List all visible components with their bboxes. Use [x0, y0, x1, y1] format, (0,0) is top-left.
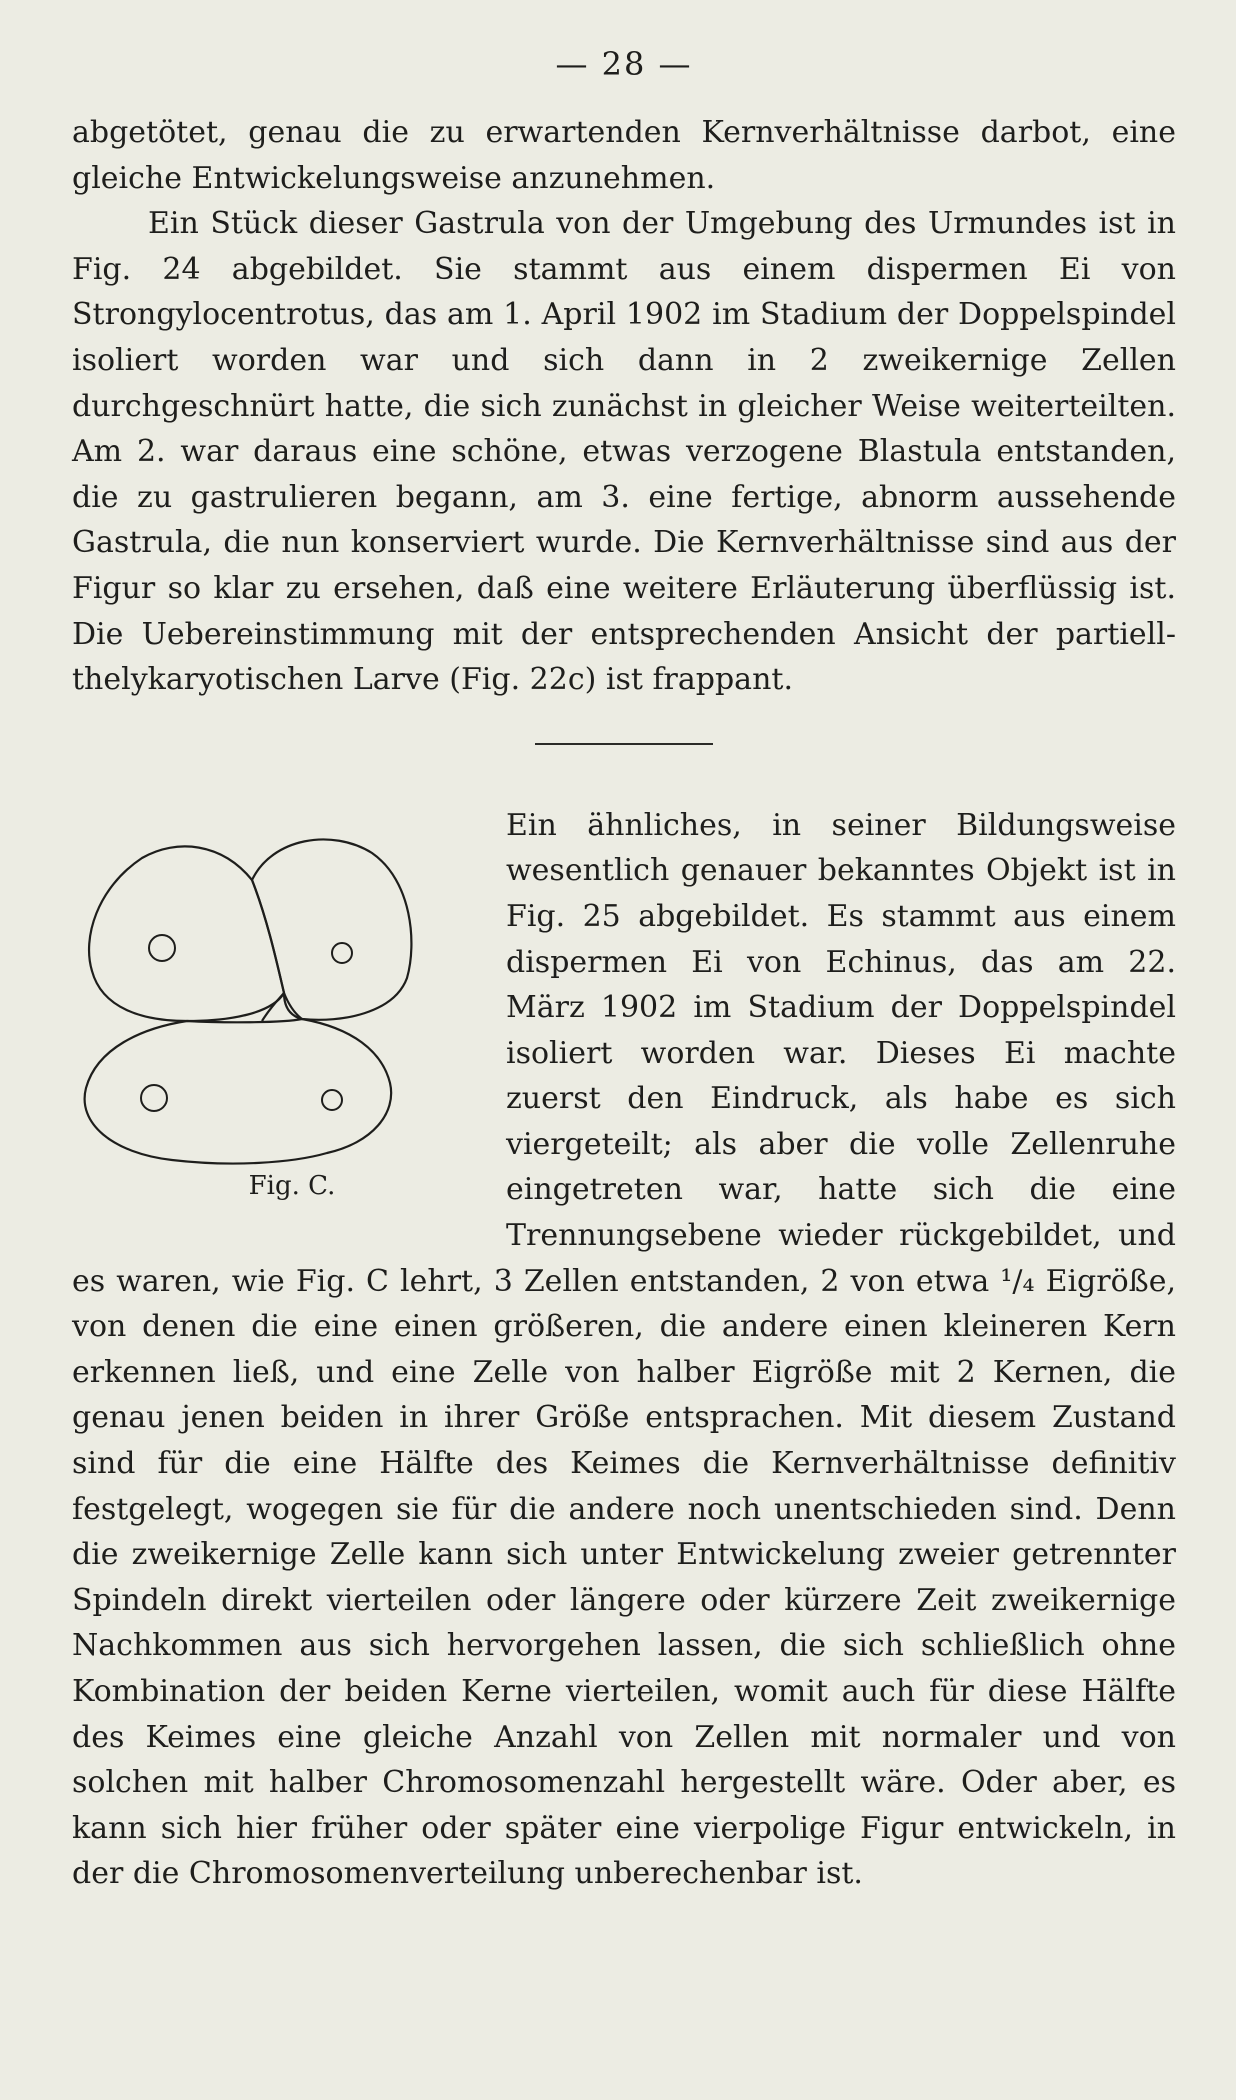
cell-lower — [85, 1019, 392, 1164]
page-number: — 28 — — [555, 45, 693, 83]
section-divider — [535, 743, 713, 745]
page — [72, 40, 1176, 1897]
nucleus-lower-left — [141, 1085, 167, 1111]
paragraph-echinus-text: Ein ähnliches, in seiner Bildungsweise wesentlich genauer bekanntes Objekt ist in Fig. 25 abgebildet. Es stammt aus einem dispermen Ei von Echinus, das am 22. März 1902 im Stadium der Doppelspindel isoliert worden war. Dieses Ei machte zuerst den Eindruck, als habe es sich viergeteilt; als aber die volle Zellenruhe eingetreten war, hatte sich die eine Trennungsebene wieder rückgebildet, und es waren, wie Fig. C lehrt, 3 Zellen entstanden, 2 von etwa ¹/₄ Eigröße, von denen die eine einen größeren, die andere einen kleineren Kern erkennen ließ, und eine Zelle von halber Eigröße mit 2 Kernen, die genau jenen beiden in ihrer Größe entsprachen. Mit diesem Zustand sind für die eine Hälfte des Keimes die Kernverhältnisse definitiv festgelegt, wogegen sie für die andere noch unentschieden sind. Denn die zweikernige Zelle kann sich unter Entwickelung zweier getrennter Spindeln direkt vierteilen oder längere oder kürzere Zeit zweikernige Nachkommen aus sich hervorgehen lassen, die sich schließlich ohne Kombination der beiden Kerne vierteilen, womit auch für diese Hälfte des Keimes eine gleiche Anzahl von Zellen mit normaler und von solchen mit halber Chromosomenzahl hergestellt wäre. Oder aber, es kann sich hier früher oder später eine vierpolige Figur entwickeln, in der die Chromosomenverteilung unberechenbar ist. — [72, 807, 1176, 1892]
figure-c — [72, 803, 492, 1240]
cell-diagram-illustration — [72, 803, 492, 1173]
nucleus-upper-left — [149, 935, 175, 961]
cell-upper-right — [252, 839, 411, 1019]
nucleus-upper-right — [332, 943, 352, 963]
figure-caption: Fig. C. — [248, 1170, 336, 1201]
nucleus-lower-right — [322, 1090, 342, 1110]
paragraph-continuation: abgetötet, genau die zu erwartenden Kernverhältnisse darbot, eine gleiche Entwickelungsweise anzunehmen. — [72, 115, 1176, 196]
paragraph-gastrula: Ein Stück dieser Gastrula von der Umgebung des Urmundes ist in Fig. 24 abgebildet. Sie stammt aus einem dispermen Ei von Strongylocentrotus, das am 1. April 1902 im Stadium der Doppelspindel isoliert worden war und sich dann in 2 zweikernige Zellen durchgeschnürt hatte, die sich zunächst in gleicher Weise weiterteilten. Am 2. war daraus eine schöne, etwas verzogene Blastula entstanden, die zu gastrulieren begann, am 3. eine fertige, abnorm aussehende Gastrula, die nun konserviert wurde. Die Kernverhältnisse sind aus der Figur so klar zu ersehen, daß eine weitere Erläuterung überflüssig ist. Die Uebereinstimmung mit der entsprechenden Ansicht der partiell-thelykaryotischen Larve (Fig. 22c) ist frappant. — [72, 206, 1176, 698]
cell-upper-left — [89, 846, 284, 1021]
paragraph-echinus — [72, 803, 1176, 1897]
